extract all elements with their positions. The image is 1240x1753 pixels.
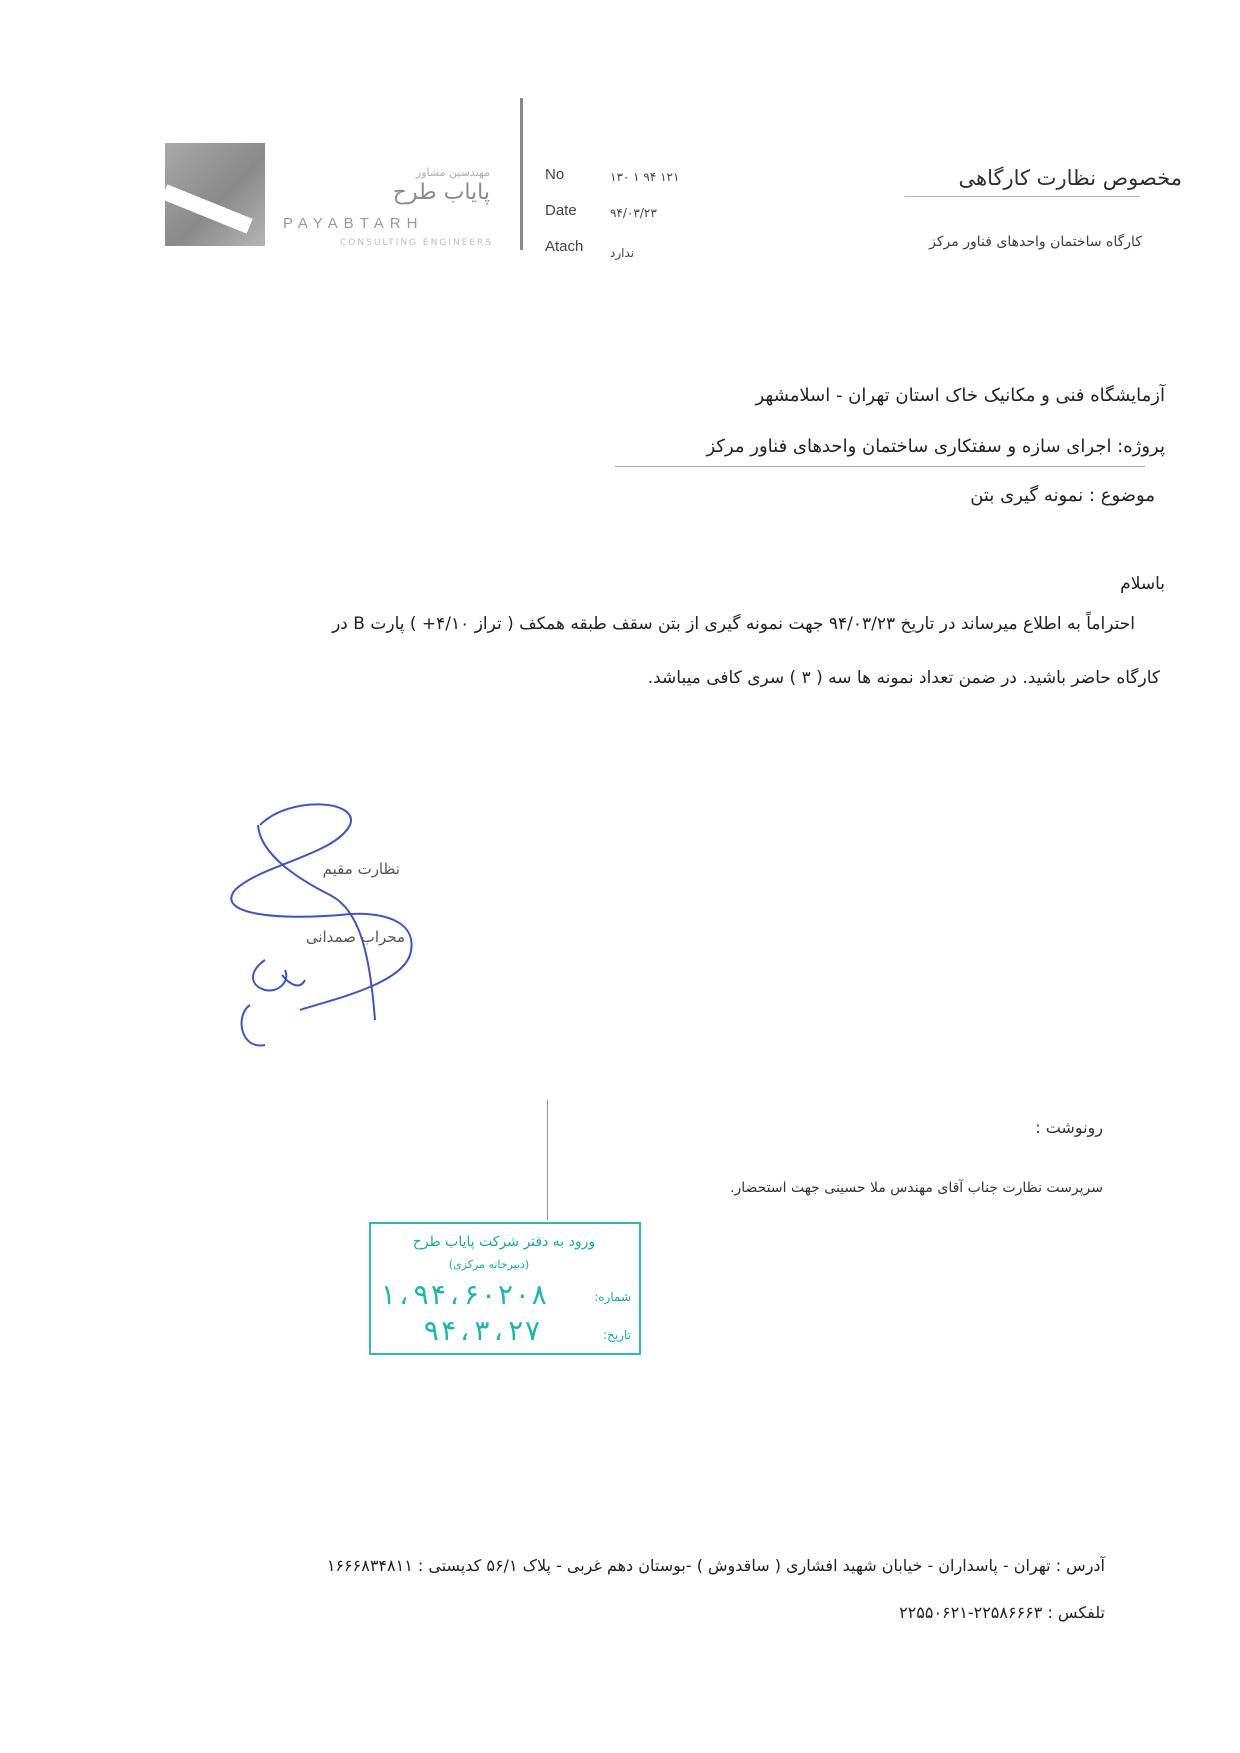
receipt-number: ۱،۹۴،۶۰۲۰۸ [379,1278,548,1311]
company-name-en-sub: CONSULTING ENGINEERS [340,238,494,248]
receipt-stamp-title: ورود به دفتر شرکت پایاب طرح [412,1234,596,1250]
company-name-fa: پایاب طرح [392,180,490,205]
body-line-2: کارگاه حاضر باشید. در ضمن تعداد نمونه ها سه ( ۳ ) سری کافی میباشد. [647,668,1160,688]
body-line-1: احتراماً به اطلاع میرساند در تاریخ ۹۴/۰۳/۲۳ جهت نمونه گیری از بتن سقف طبقه همکف ( تراز ۴/۱۰+ ) پارت B در [332,614,1135,634]
company-logo [165,143,265,246]
date-label: Date [545,202,577,219]
no-label: No [545,166,565,183]
greeting: باسلام [1120,574,1165,594]
footer-address: آدرس : تهران - پاسداران - خیابان شهید افشاری ( ساقدوش ) -بوستان دهم غربی - پلاک ۵۶/۱ کدپستی : ۱۶۶۶۸۳۴۸۱۱ [326,1556,1105,1575]
signatory-role: نظارت مقیم [322,860,400,878]
project-underline [615,466,1145,467]
receipt-date-label: تاریخ: [603,1328,631,1342]
date-value: ۹۴/۰۳/۲۳ [610,206,657,220]
recipient-subject: موضوع : نمونه گیری بتن [970,485,1155,506]
handwritten-signature [220,795,440,1055]
cc-line: سرپرست نظارت جناب آقای مهندس ملا حسینی جهت استحضار. [730,1180,1103,1196]
receipt-stamp [369,1222,641,1355]
attach-label: Atach [545,238,584,255]
header-divider [520,98,523,250]
recipient-project: پروژه: اجرای سازه و سفتکاری ساختمان واحدهای فناور مرکز [706,436,1165,457]
company-name-en: PAYABTARH [283,215,424,232]
footer-fax: تلفکس : ۲۲۵۸۶۶۶۳-۲۲۵۵۰۶۲۱ [899,1603,1105,1622]
receipt-date: ۹۴،۳،۲۷ [423,1314,542,1347]
recipient-to: آزمایشگاه فنی و مکانیک خاک استان تهران - اسلامشهر [755,385,1165,406]
supervision-stamp-site: کارگاه ساختمان واحدهای فناور مرکز [929,234,1142,250]
company-name-top: مهندسین مشاور [415,166,490,179]
supervision-stamp-title: مخصوص نظارت کارگاهی [958,166,1182,190]
signatory-name: محراب صمدانی [305,928,405,946]
no-value: ۱۳۰ ۱ ۹۴ ۱۲۱ [610,170,680,184]
receipt-number-label: شماره: [594,1290,631,1304]
cc-title: رونوشت : [1035,1118,1103,1137]
receipt-stamp-subtitle: (دبیرخانه مرکزی) [448,1258,530,1271]
cc-divider [547,1100,548,1220]
stamp-underline [905,196,1140,197]
attach-value: ندارد [610,246,635,260]
